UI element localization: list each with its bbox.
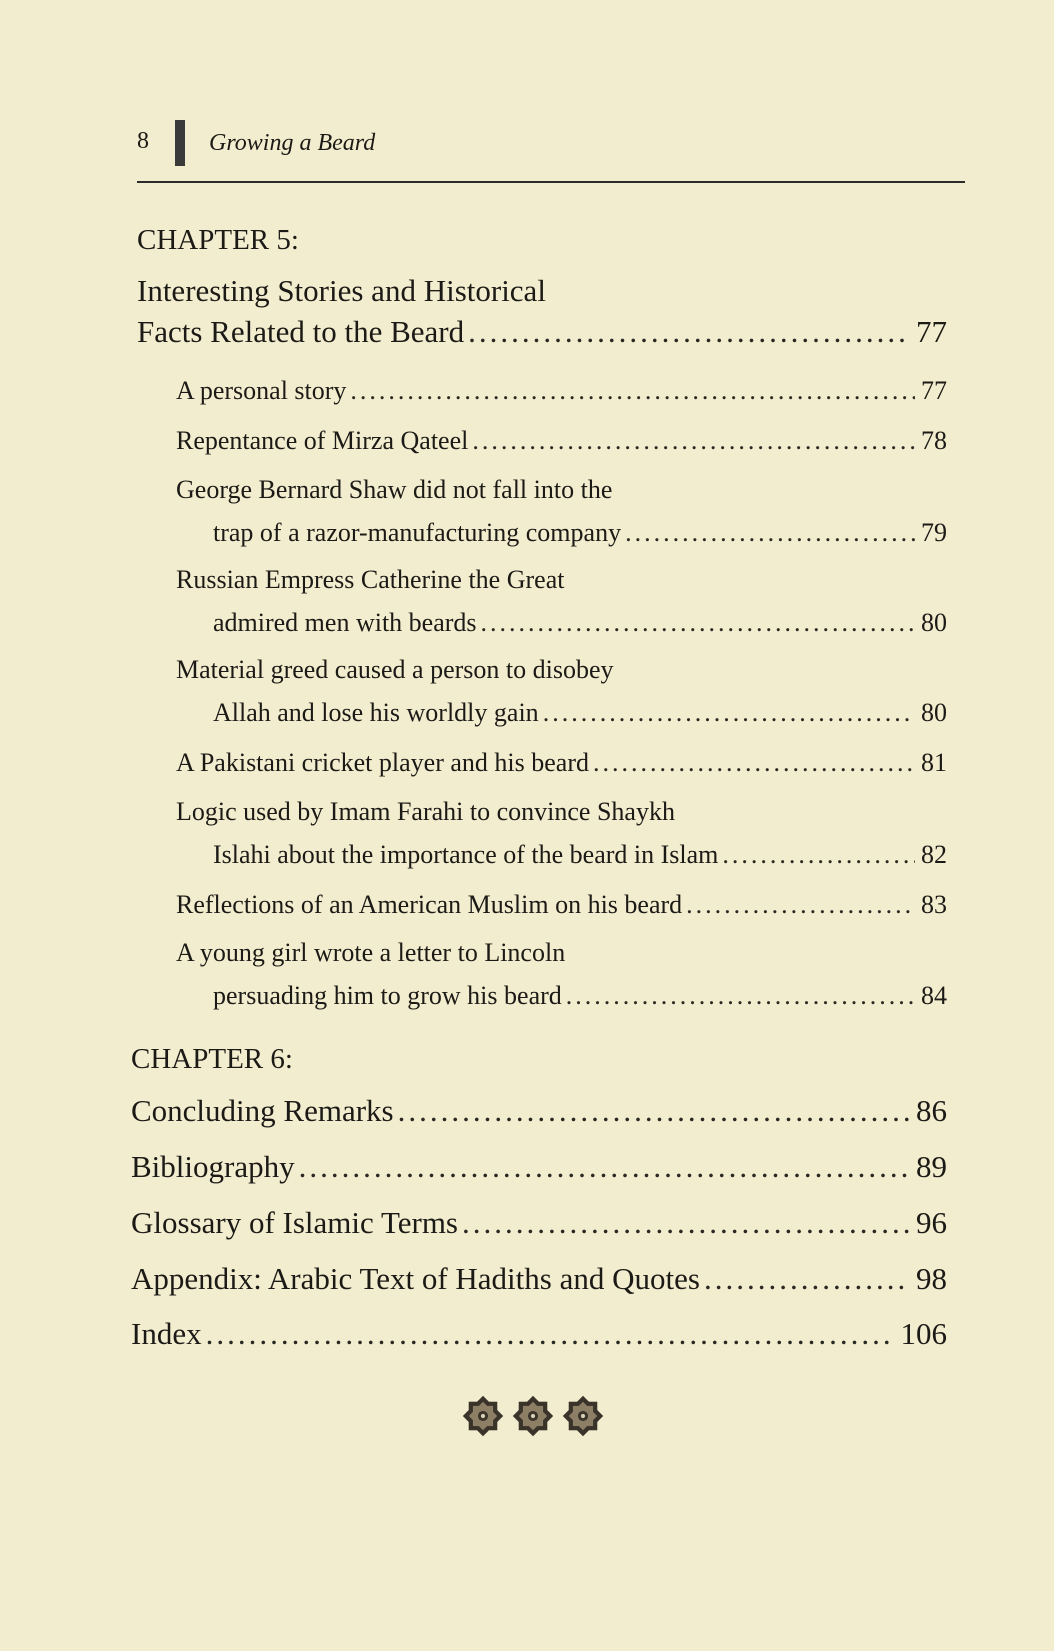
toc-sub-entry[interactable] — [213, 608, 947, 638]
toc-entry-title-line2: admired men with beards — [213, 608, 477, 637]
dot-leader — [206, 1316, 895, 1352]
toc-sub-entry[interactable] — [213, 518, 947, 548]
toc-entry-title: Glossary of Islamic Terms — [131, 1205, 458, 1240]
page-ref: 83 — [921, 890, 947, 919]
page-ref: 98 — [916, 1261, 947, 1296]
eight-point-star-ornament-icon — [512, 1395, 554, 1437]
toc-sub-entry[interactable] — [176, 890, 947, 920]
dot-leader — [481, 608, 915, 638]
toc-sub-entry[interactable] — [176, 426, 947, 456]
dot-leader — [350, 376, 915, 406]
toc-entry-title-line1: Logic used by Imam Farahi to convince Shaykh — [176, 797, 675, 826]
page-number: 8 — [137, 128, 149, 154]
toc-entry-title: Concluding Remarks — [131, 1093, 394, 1128]
page-ref: 80 — [921, 608, 947, 637]
eight-point-star-ornament-icon — [562, 1395, 604, 1437]
dot-leader — [704, 1261, 910, 1297]
dot-leader — [566, 981, 915, 1011]
end-ornament — [462, 1395, 604, 1437]
dot-leader — [686, 890, 915, 920]
header-bar-mark — [175, 120, 185, 166]
toc-entry-title-line1: Material greed caused a person to disobey — [176, 655, 614, 684]
page-ref: 77 — [921, 376, 947, 405]
running-title: Growing a Beard — [209, 130, 376, 156]
page-ref: 84 — [921, 981, 947, 1010]
chapter-5-title-line2: Facts Related to the Beard — [137, 314, 465, 349]
dot-leader — [398, 1093, 910, 1129]
dot-leader — [593, 748, 915, 778]
toc-entry[interactable] — [131, 1093, 947, 1129]
toc-entry-title: Repentance of Mirza Qateel — [176, 426, 469, 455]
toc-entry-title-line2: Islahi about the importance of the beard in Islam — [213, 840, 719, 869]
toc-entry-title: Bibliography — [131, 1149, 295, 1184]
page-header — [137, 118, 967, 178]
eight-point-star-ornament-icon — [462, 1395, 504, 1437]
dot-leader — [468, 314, 910, 350]
page-ref: 106 — [900, 1316, 947, 1351]
toc-entry-title-line2: Allah and lose his worldly gain — [213, 698, 539, 727]
toc-entry-title: Reflections of an American Muslim on his beard — [176, 890, 683, 919]
page-ref: 80 — [921, 698, 947, 727]
toc-entry-title-line1: Russian Empress Catherine the Great — [176, 565, 565, 594]
toc-entry-title: Appendix: Arabic Text of Hadiths and Quotes — [131, 1261, 700, 1296]
toc-sub-entry[interactable] — [176, 376, 947, 406]
toc-entry-title: A personal story — [176, 376, 347, 405]
toc-entry-title-line2: trap of a razor-manufacturing company — [213, 518, 622, 547]
page-ref: 79 — [921, 518, 947, 547]
dot-leader — [299, 1149, 910, 1185]
page-ref: 82 — [921, 840, 947, 869]
toc-entry-title-line2: persuading him to grow his beard — [213, 981, 562, 1010]
toc-entry-title: Index — [131, 1316, 202, 1351]
toc-sub-entry[interactable] — [213, 981, 947, 1011]
header-rule — [137, 181, 965, 183]
toc-sub-entry[interactable] — [213, 840, 947, 870]
toc-entry-title: A Pakistani cricket player and his beard — [176, 748, 589, 777]
dot-leader — [472, 426, 915, 456]
toc-sub-entry[interactable] — [213, 698, 947, 728]
dot-leader — [722, 840, 915, 870]
toc-entry-title-line1: George Bernard Shaw did not fall into the — [176, 475, 613, 504]
toc-entry-chapter-5[interactable] — [137, 314, 947, 350]
toc-entry-title-line1: A young girl wrote a letter to Lincoln — [176, 938, 566, 967]
page-ref: 86 — [916, 1093, 947, 1128]
toc-entry[interactable] — [131, 1205, 947, 1241]
chapter-5-title-line1: Interesting Stories and Historical — [137, 273, 546, 308]
dot-leader — [462, 1205, 910, 1241]
page-ref: 81 — [921, 748, 947, 777]
page-ref: 77 — [916, 314, 947, 349]
dot-leader — [543, 698, 915, 728]
dot-leader — [625, 518, 915, 548]
chapter-5-label: CHAPTER 5: — [137, 224, 299, 256]
page-ref: 78 — [921, 426, 947, 455]
toc-entry[interactable] — [131, 1261, 947, 1297]
page-ref: 89 — [916, 1149, 947, 1184]
toc-entry[interactable] — [131, 1316, 947, 1352]
toc-entry[interactable] — [131, 1149, 947, 1185]
page-ref: 96 — [916, 1205, 947, 1240]
chapter-6-label: CHAPTER 6: — [131, 1043, 293, 1075]
toc-sub-entry[interactable] — [176, 748, 947, 778]
